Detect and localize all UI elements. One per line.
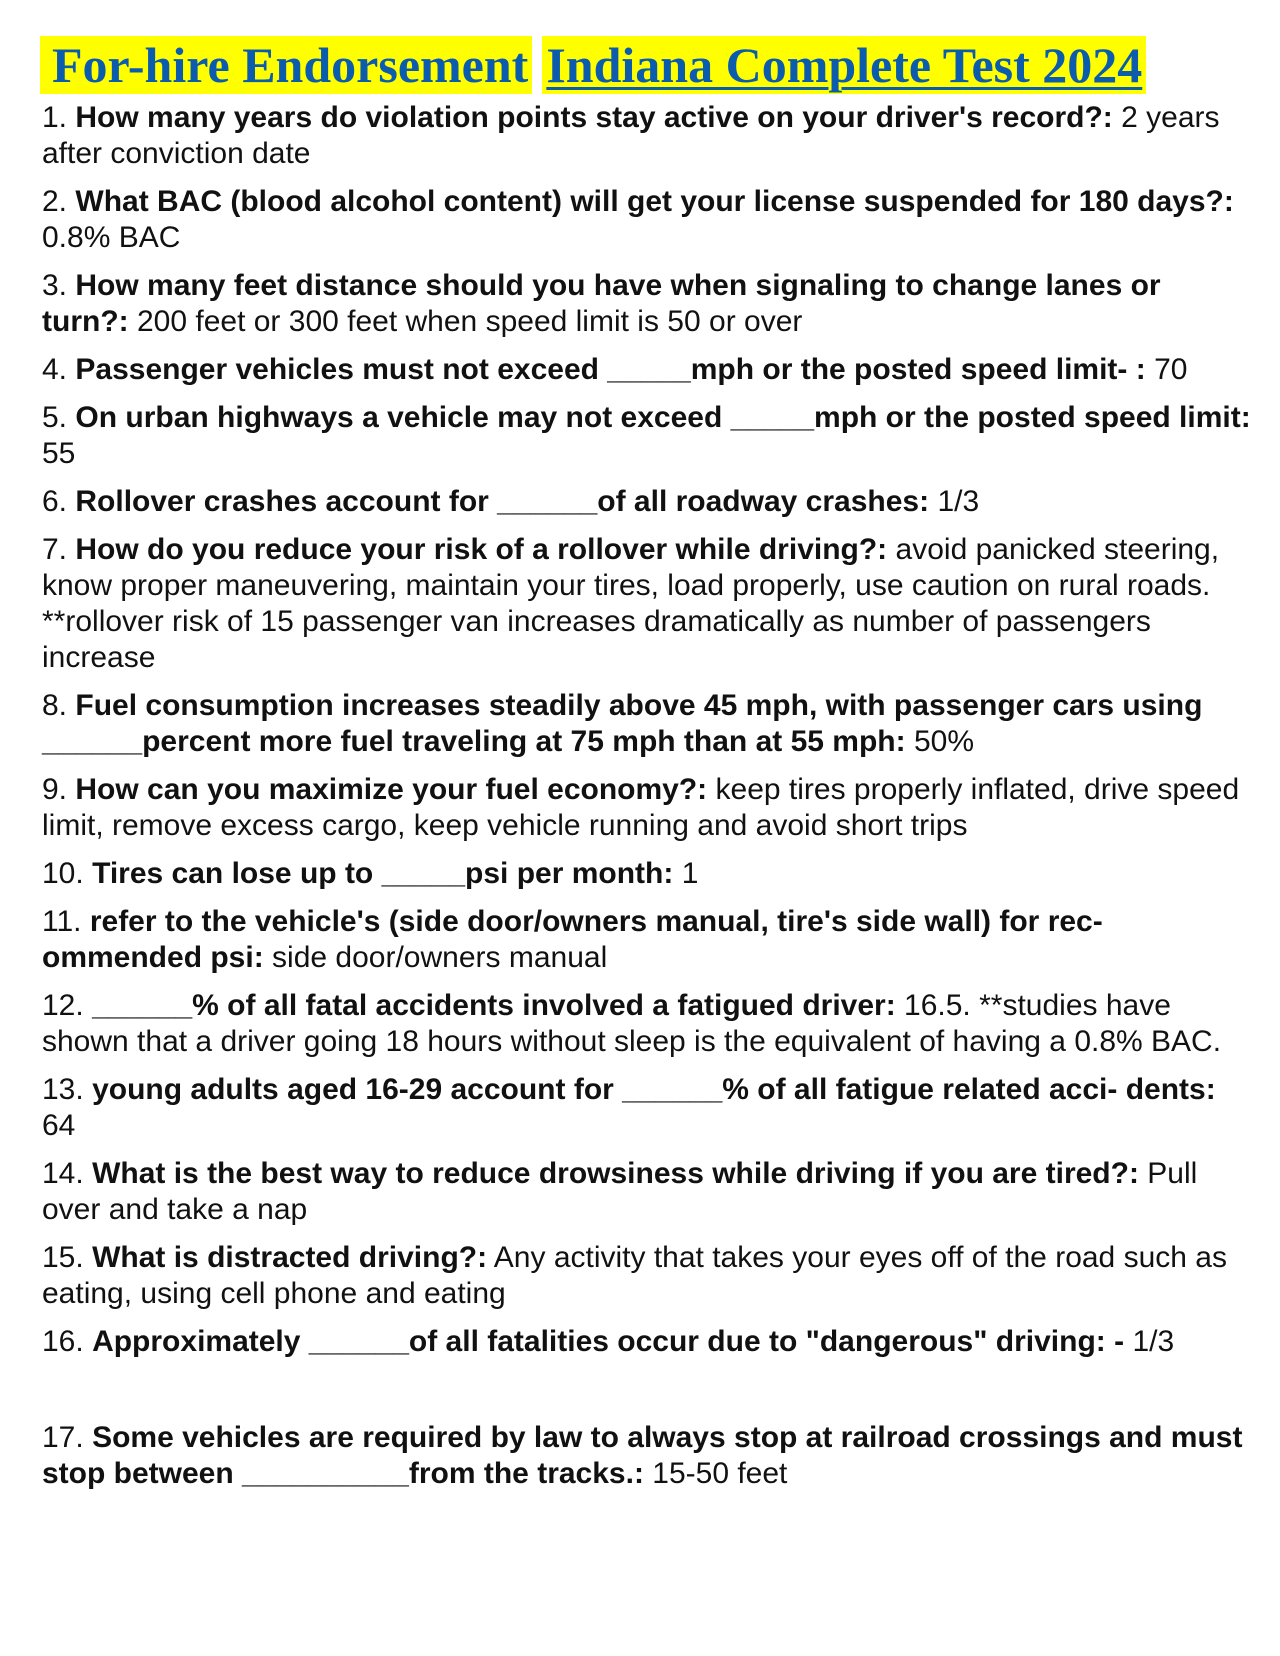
question-item-11 xyxy=(42,904,1252,976)
question-text: What is distracted driving?: xyxy=(92,1241,488,1274)
question-number: 4. xyxy=(42,353,68,386)
question-list xyxy=(42,100,1252,1504)
question-text: Tires can lose up to _____psi per month: xyxy=(92,857,674,890)
question-number: 5. xyxy=(42,401,68,434)
question-item-12 xyxy=(42,988,1252,1060)
question-number: 6. xyxy=(42,485,68,518)
question-answer: 1 xyxy=(681,857,699,890)
question-answer: keep tires properly inflated, drive speed limit, remove excess cargo, keep vehicle running and avoid short trips xyxy=(42,773,1240,842)
question-answer: 1/3 xyxy=(937,485,980,518)
question-number: 17. xyxy=(42,1421,84,1454)
question-number: 12. xyxy=(42,989,84,1022)
question-answer: 50% xyxy=(913,725,975,758)
question-number: 13. xyxy=(42,1073,84,1106)
question-number: 9. xyxy=(42,773,68,806)
question-answer: Any activity that takes your eyes off of the road such as eating, using cell phone and eating xyxy=(42,1241,1227,1310)
question-answer: Pull over and take a nap xyxy=(42,1157,1198,1226)
question-number: 8. xyxy=(42,689,68,722)
title-part-endorsement: For-hire Endorsement xyxy=(40,36,532,94)
question-answer: 70 xyxy=(1154,353,1188,386)
question-text: ______% of all fatal accidents involved a fatigued driver: xyxy=(92,989,896,1022)
question-item-17 xyxy=(42,1420,1252,1492)
question-number: 10. xyxy=(42,857,84,890)
page-title xyxy=(40,34,1146,96)
question-item-5 xyxy=(42,400,1252,472)
question-answer: 1/3 xyxy=(1132,1325,1175,1358)
question-item-7 xyxy=(42,532,1252,676)
question-number: 15. xyxy=(42,1241,84,1274)
question-text: refer to the vehicle's (side door/owners manual, tire's side wall) for rec- ommended psi: xyxy=(42,905,1103,974)
question-answer: 0.8% BAC xyxy=(42,221,181,254)
question-item-2 xyxy=(42,184,1252,256)
question-number: 1. xyxy=(42,101,68,134)
question-item-3 xyxy=(42,268,1252,340)
question-item-4 xyxy=(42,352,1252,388)
question-text: On urban highways a vehicle may not exceed _____mph or the posted speed limit: xyxy=(75,401,1251,434)
question-answer: 200 feet or 300 feet when speed limit is 50 or over xyxy=(136,305,803,338)
question-text: How can you maximize your fuel economy?: xyxy=(75,773,708,806)
question-text: Rollover crashes account for ______of all roadway crashes: xyxy=(75,485,930,518)
question-item-10 xyxy=(42,856,1252,892)
question-text: How many years do violation points stay active on your driver's record?: xyxy=(75,101,1113,134)
question-text: Approximately ______of all fatalities occur due to "dangerous" driving: - xyxy=(92,1325,1125,1358)
question-item-9 xyxy=(42,772,1252,844)
question-text: Passenger vehicles must not exceed _____mph or the posted speed limit- : xyxy=(75,353,1146,386)
question-answer: side door/owners manual xyxy=(272,941,608,974)
question-item-16 xyxy=(42,1324,1252,1360)
question-number: 2. xyxy=(42,185,68,218)
question-number: 3. xyxy=(42,269,68,302)
title-part-test: Indiana Complete Test 2024 xyxy=(542,36,1146,94)
question-answer: avoid panicked steering, know proper maneuvering, maintain your tires, load properly, use caution on rural roads. **rollover risk of 15 passenger van increases dramatically as number of passengers increase xyxy=(42,533,1220,674)
question-answer: 2 years after conviction date xyxy=(42,101,1220,170)
question-number: 14. xyxy=(42,1157,84,1190)
question-item-1 xyxy=(42,100,1252,172)
question-text: What is the best way to reduce drowsiness while driving if you are tired?: xyxy=(92,1157,1139,1190)
question-item-14 xyxy=(42,1156,1252,1228)
question-number: 16. xyxy=(42,1325,84,1358)
question-answer: 15-50 feet xyxy=(652,1457,788,1490)
question-answer: 55 xyxy=(42,437,76,470)
question-item-15 xyxy=(42,1240,1252,1312)
question-text: How do you reduce your risk of a rollover while driving?: xyxy=(75,533,888,566)
question-number: 11. xyxy=(42,905,82,938)
question-text: What BAC (blood alcohol content) will get your license suspended for 180 days?: xyxy=(75,185,1234,218)
question-text: Some vehicles are required by law to always stop at railroad crossings and must stop between __________from the tracks.: xyxy=(42,1421,1243,1490)
question-text: How many feet distance should you have when signaling to change lanes or turn?: xyxy=(42,269,1161,338)
question-item-13 xyxy=(42,1072,1252,1144)
question-item-8 xyxy=(42,688,1252,760)
question-answer: 64 xyxy=(42,1109,76,1142)
question-item-6 xyxy=(42,484,1252,520)
question-text: young adults aged 16-29 account for ______% of all fatigue related acci- dents: xyxy=(92,1073,1216,1106)
question-number: 7. xyxy=(42,533,68,566)
question-answer: 16.5. **studies have shown that a driver going 18 hours without sleep is the equivalent of having a 0.8% BAC. xyxy=(42,989,1222,1058)
question-text: Fuel consumption increases steadily above 45 mph, with passenger cars using ______percent more fuel traveling at 75 mph than at 55 mph: xyxy=(42,689,1203,758)
